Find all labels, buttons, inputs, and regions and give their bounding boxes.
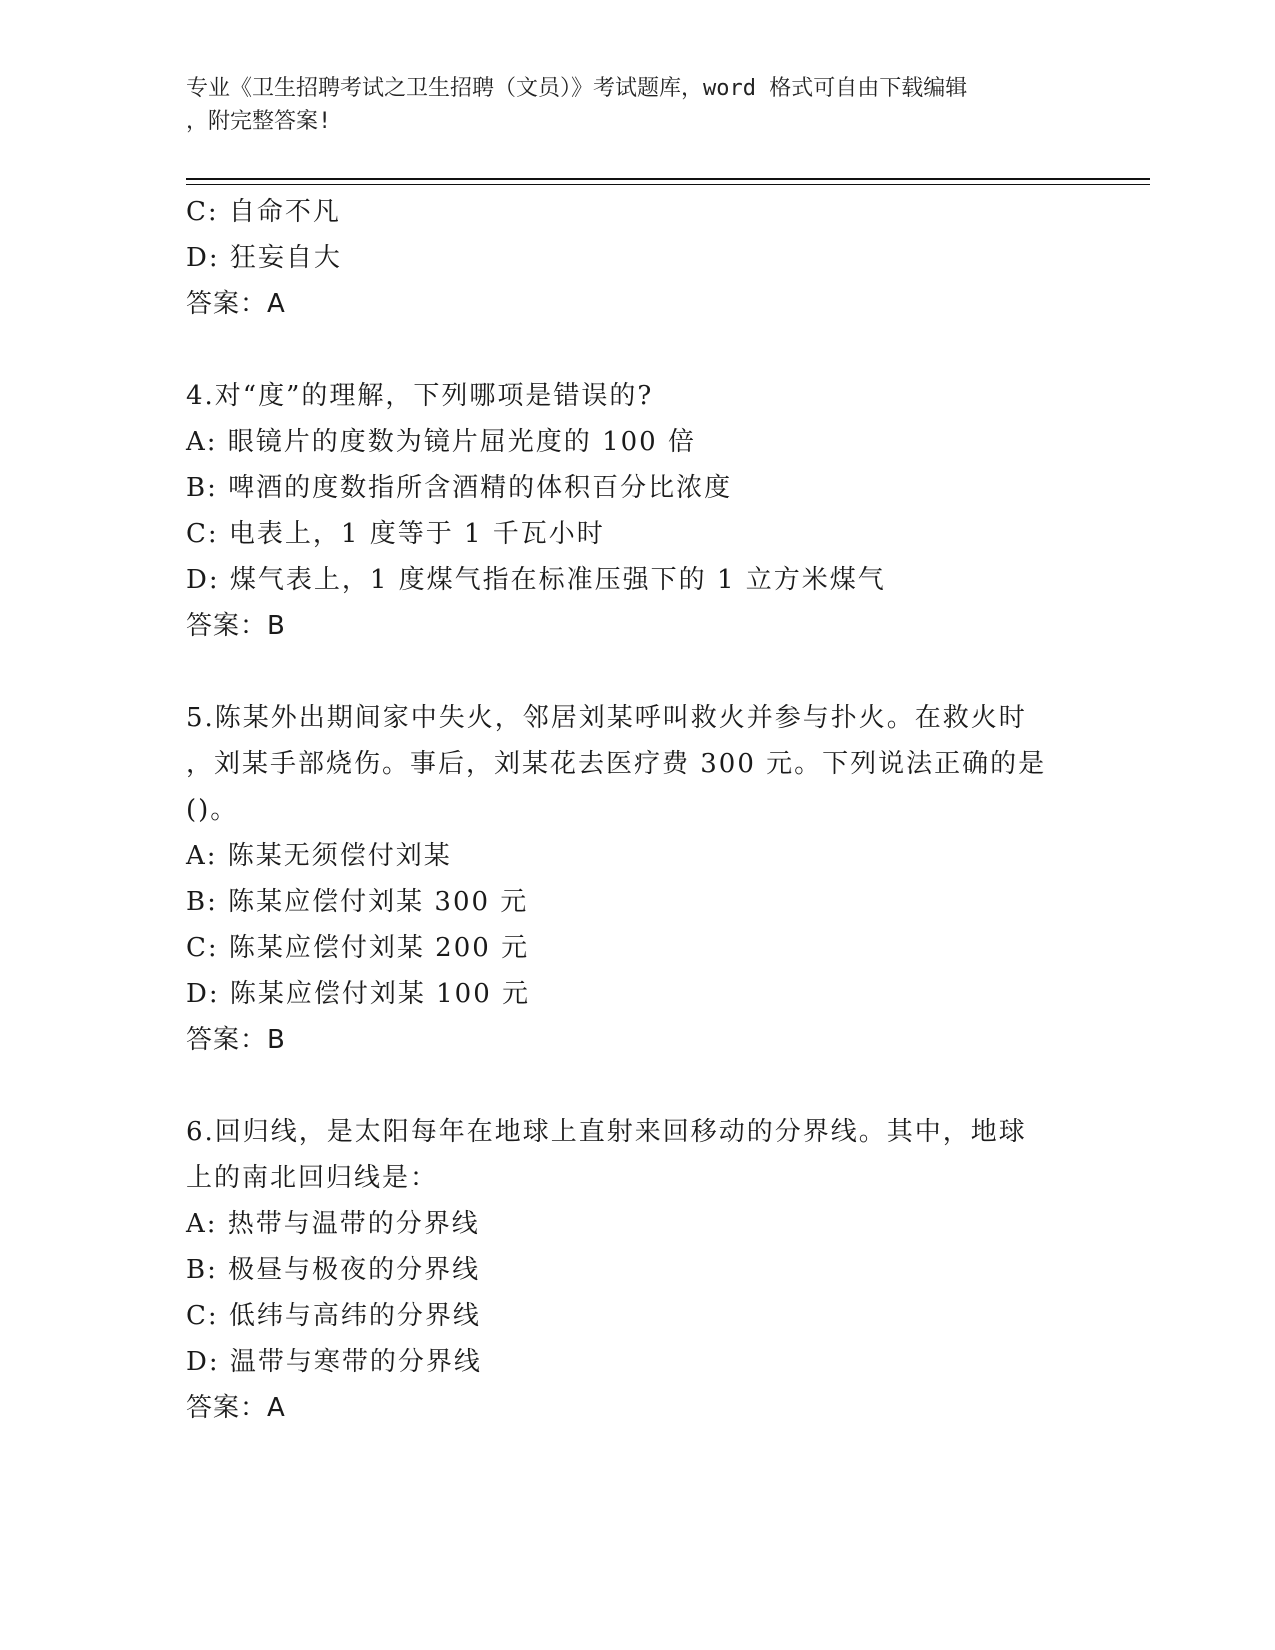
question-6 [186,1109,1086,1431]
option-c: C: 电表上，1 度等于 1 千瓦小时 [186,519,605,549]
question-stem: 5.陈某外出期间家中失火，邻居刘某呼叫救火并参与扑火。在救火时 [186,703,1027,733]
answer-line: 答案：A [186,289,286,319]
option-d: D: 陈某应偿付刘某 100 元 [186,979,531,1009]
option-c: C: 低纬与高纬的分界线 [186,1301,481,1331]
answer-line: 答案：B [186,1025,286,1055]
question-4 [186,373,1086,649]
question-5 [186,695,1086,1063]
option-a: A: 眼镜片的度数为镜片屈光度的 100 倍 [186,427,696,457]
page-header [186,72,1066,138]
header-line-2: ，附完整答案! [186,109,332,134]
option-b: B: 陈某应偿付刘某 300 元 [186,887,529,917]
option-d: D: 煤气表上，1 度煤气指在标准压强下的 1 立方米煤气 [186,565,886,595]
option-d: D: 狂妄自大 [186,243,342,273]
option-b: B: 啤酒的度数指所含酒精的体积百分比浓度 [186,473,733,503]
option-c: C: 自命不凡 [186,197,341,227]
answer-line: 答案：B [186,611,286,641]
option-d: D: 温带与寒带的分界线 [186,1347,482,1377]
header-rule-thin [186,184,1150,185]
question-stem: 4.对“度”的理解，下列哪项是错误的? [186,381,654,411]
document-body [186,189,1086,1431]
option-c: C: 陈某应偿付刘某 200 元 [186,933,530,963]
option-a: A: 热带与温带的分界线 [186,1209,480,1239]
question-stem: 上的南北回归线是： [186,1163,439,1193]
question-stem: 6.回归线，是太阳每年在地球上直射来回移动的分界线。其中，地球 [186,1117,1027,1147]
header-rule-thick [186,178,1150,180]
question-stem: ，刘某手部烧伤。事后，刘某花去医疗费 300 元。下列说法正确的是 [186,749,1047,779]
option-a: A: 陈某无须偿付刘某 [186,841,452,871]
previous-question-tail [186,189,1086,327]
option-b: B: 极昼与极夜的分界线 [186,1255,481,1285]
question-stem: ()。 [186,795,239,825]
answer-line: 答案：A [186,1393,286,1423]
header-line-1: 专业《卫生招聘考试之卫生招聘（文员）》考试题库，word 格式可自由下载编辑 [186,76,968,101]
